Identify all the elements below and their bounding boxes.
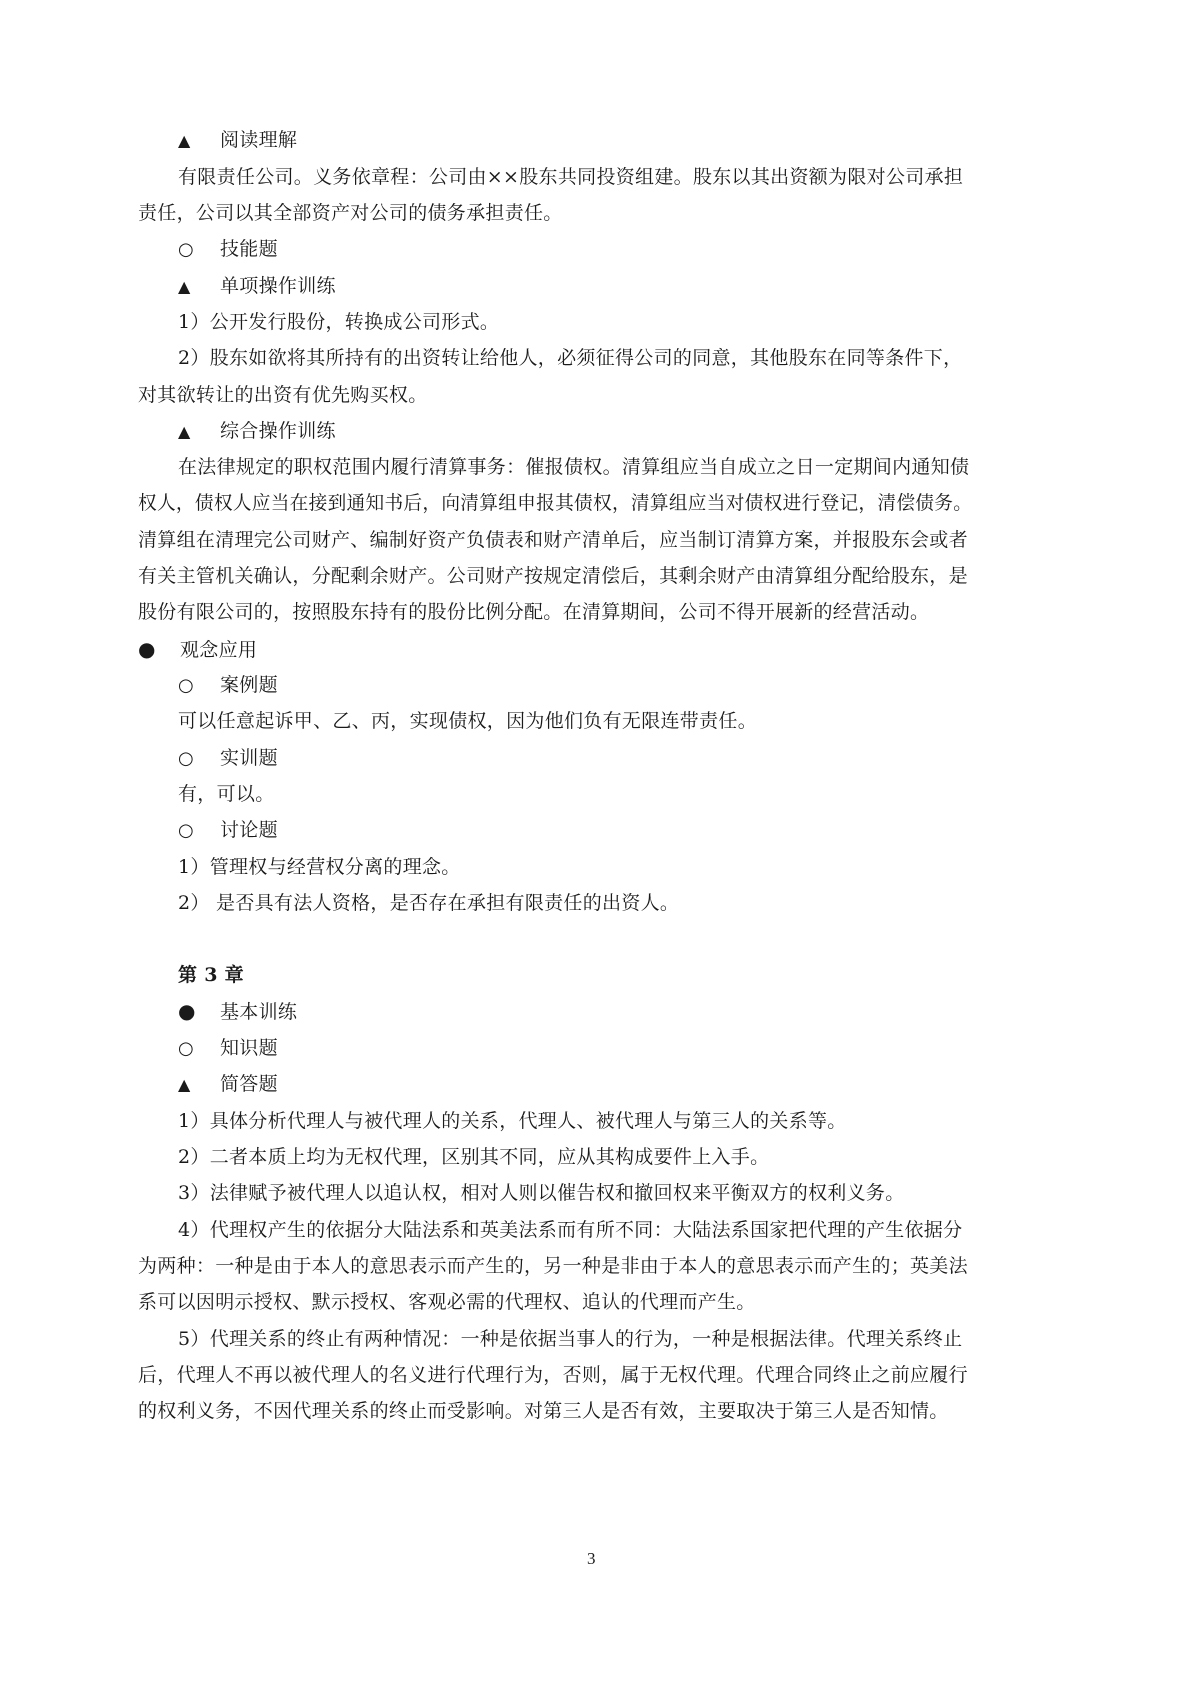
heading-basic-training: ● 基本训练	[178, 999, 298, 1023]
paragraph-line: 在法律规定的职权范围内履行清算事务：催报债权。清算组应当自成立之日一定期间内通知债	[178, 456, 970, 478]
circle-icon: ○	[178, 675, 195, 696]
subheading-knowledge: ○ 知识题	[178, 1037, 278, 1059]
circle-icon: ○	[178, 1038, 195, 1059]
subheading-short-answer: ▲ 简答题	[178, 1073, 278, 1095]
triangle-icon: ▲	[178, 1075, 191, 1094]
paragraph-line: 1）公开发行股份，转换成公司形式。	[178, 311, 500, 333]
paragraph-line: 1）管理权与经营权分离的理念。	[178, 856, 461, 878]
paragraph-line: 2）股东如欲将其所持有的出资转让给他人，必须征得公司的同意，其他股东在同等条件下，	[178, 347, 963, 369]
paragraph-line: 有关主管机关确认，分配剩余财产。公司财产按规定清偿后，其剩余财产由清算组分配给股东，是	[138, 565, 968, 587]
triangle-icon: ▲	[178, 422, 191, 441]
paragraph-line: 2） 是否具有法人资格，是否存在承担有限责任的出资人。	[178, 892, 680, 914]
paragraph-line: 后，代理人不再以被代理人的名义进行代理行为，否则，属于无权代理。代理合同终止之前应履行	[138, 1364, 968, 1386]
paragraph-line: 权人，债权人应当在接到通知书后，向清算组申报其债权，清算组应当对债权进行登记，清偿债务。	[138, 492, 973, 514]
chapter-heading: 第 3 章	[178, 964, 244, 986]
circle-icon: ○	[178, 820, 195, 841]
subheading-reading: ▲ 阅读理解	[178, 129, 298, 151]
paragraph-line: 清算组在清理完公司财产、编制好资产负债表和财产清单后，应当制订清算方案，并报股东会或者	[138, 529, 968, 551]
subheading-comprehensive-operation: ▲ 综合操作训练	[178, 420, 336, 442]
paragraph-line: 可以任意起诉甲、乙、丙，实现债权，因为他们负有无限连带责任。	[178, 710, 758, 732]
paragraph-line: 为两种：一种是由于本人的意思表示而产生的，另一种是非由于本人的意思表示而产生的；英美法	[138, 1255, 968, 1277]
subheading-discussion: ○ 讨论题	[178, 819, 278, 841]
heading-concept-application: ● 观念应用	[138, 637, 258, 661]
paragraph-line: 5）代理关系的终止有两种情况：一种是依据当事人的行为，一种是根据法律。代理关系终止	[178, 1328, 963, 1350]
paragraph-line: 4）代理权产生的依据分大陆法系和英美法系而有所不同：大陆法系国家把代理的产生依据分	[178, 1219, 963, 1241]
subheading-skills: ○ 技能题	[178, 238, 278, 260]
paragraph-line: 2）二者本质上均为无权代理，区别其不同，应从其构成要件上入手。	[178, 1146, 770, 1168]
paragraph-line: 对其欲转让的出资有优先购买权。	[138, 384, 428, 406]
circle-icon: ○	[178, 748, 195, 769]
paragraph-line: 有，可以。	[178, 783, 275, 805]
subheading-single-operation: ▲ 单项操作训练	[178, 275, 336, 297]
paragraph-line: 有限责任公司。义务依章程：公司由××股东共同投资组建。股东以其出资额为限对公司承担	[178, 166, 964, 188]
subheading-case: ○ 案例题	[178, 674, 278, 696]
page-number: 3	[587, 1549, 596, 1568]
bullet-icon: ●	[178, 999, 196, 1023]
paragraph-line: 3）法律赋予被代理人以追认权，相对人则以催告权和撤回权来平衡双方的权利义务。	[178, 1182, 905, 1204]
paragraph-line: 股份有限公司的，按照股东持有的股份比例分配。在清算期间，公司不得开展新的经营活动。	[138, 601, 930, 623]
subheading-practical: ○ 实训题	[178, 747, 278, 769]
bullet-icon: ●	[138, 637, 156, 661]
paragraph-line: 系可以因明示授权、默示授权、客观必需的代理权、追认的代理而产生。	[138, 1291, 756, 1313]
paragraph-line: 的权利义务，不因代理关系的终止而受影响。对第三人是否有效，主要取决于第三人是否知情。	[138, 1400, 949, 1422]
paragraph-line: 责任，公司以其全部资产对公司的债务承担责任。	[138, 202, 563, 224]
paragraph-line: 1）具体分析代理人与被代理人的关系，代理人、被代理人与第三人的关系等。	[178, 1110, 847, 1132]
circle-icon: ○	[178, 239, 195, 260]
triangle-icon: ▲	[178, 131, 191, 150]
triangle-icon: ▲	[178, 277, 191, 296]
